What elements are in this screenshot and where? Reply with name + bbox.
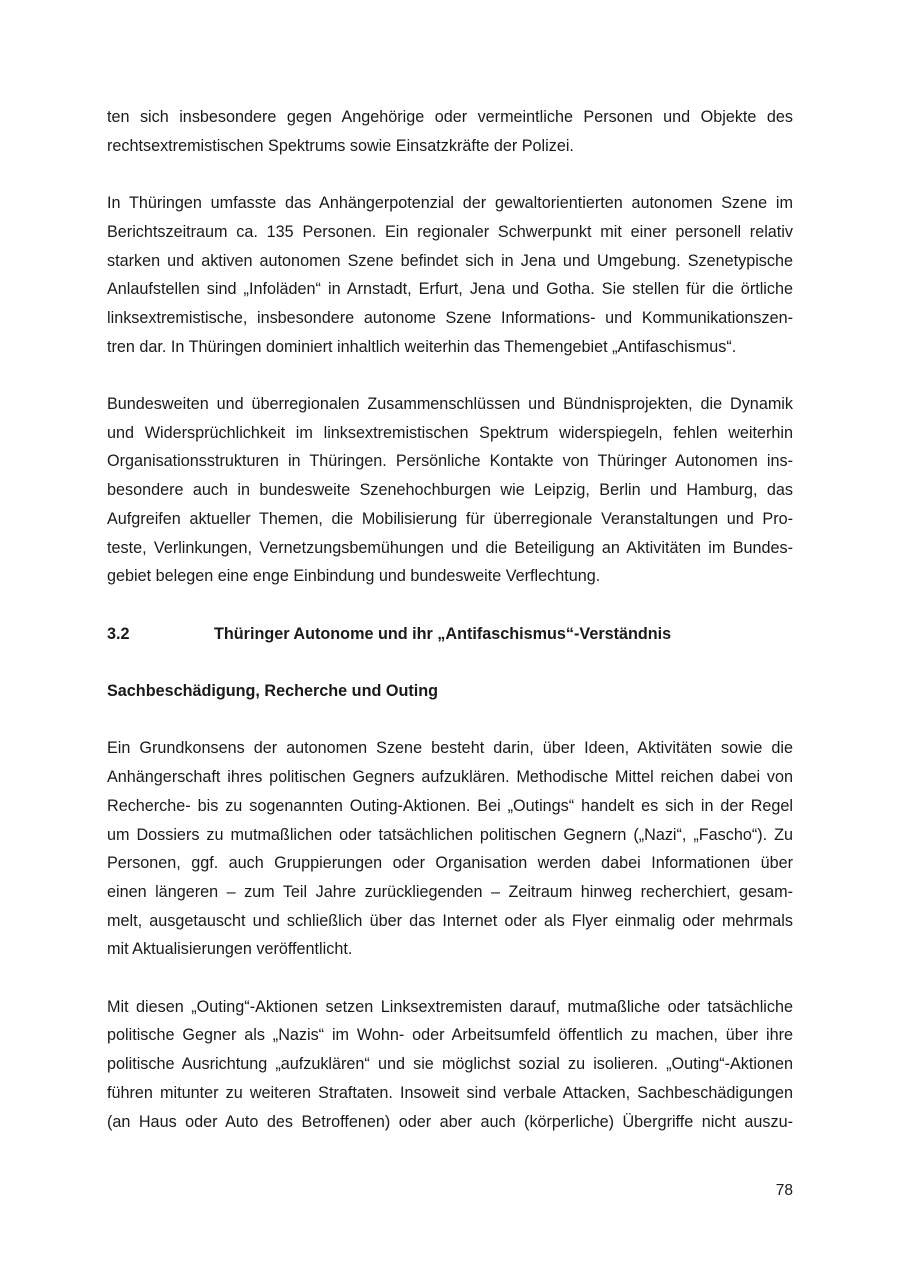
paragraph-networks (107, 390, 793, 591)
text-line: Organisationsstrukturen in Thüringen. Persönliche Kontakte von Thüringer Autonomen ins- (107, 452, 793, 471)
text-line: Bundesweiten und überregionalen Zusammenschlüssen und Bündnisprojekten, die Dynamik (107, 395, 793, 413)
text-line: mit Aktualisierungen veröffentlicht. (107, 940, 353, 959)
text-line: melt, ausgetauscht und schließlich über das Internet oder als Flyer einmalig oder mehrmals (107, 911, 793, 930)
text-line: politische Ausrichtung „aufzuklären“ und sie möglichst sozial zu isolieren. „Outing“-Aktionen (107, 1055, 793, 1074)
text-line: Mit diesen „Outing“-Aktionen setzen Linksextremisten darauf, mutmaßliche oder tatsächliche (107, 997, 793, 1016)
text-line: linksextremistische, insbesondere autonome Szene Informations- und Kommunikationszen- (107, 308, 793, 327)
text-line: teste, Verlinkungen, Vernetzungsbemühungen und die Beteiligung an Aktivitäten im Bundes- (107, 538, 793, 557)
text-line: gebiet belegen eine enge Einbindung und bundesweite Verflechtung. (107, 567, 601, 586)
page-number: 78 (775, 1182, 793, 1199)
page-content (107, 103, 793, 1165)
sub-heading: Sachbeschädigung, Recherche und Outing (107, 682, 438, 700)
text-line: Anlaufstellen sind „Infoläden“ in Arnstadt, Erfurt, Jena und Gotha. Sie stellen für die örtliche (107, 280, 793, 299)
text-line: um Dossiers zu mutmaßlichen oder tatsächlichen politischen Gegnern („Nazi“, „Fascho“). Zu (107, 825, 793, 844)
text-line: (an Haus oder Auto des Betroffenen) oder aber auch (körperliche) Übergriffe nicht auszu- (107, 1112, 793, 1131)
text-line: einen längeren – zum Teil Jahre zurückliegenden – Zeitraum hinweg recherchiert, gesam- (107, 882, 793, 901)
paragraph-autonomous-scene (107, 189, 793, 361)
text-line: Ein Grundkonsens der autonomen Szene besteht darin, über Ideen, Aktivitäten sowie die (107, 739, 793, 758)
text-line: In Thüringen umfasste das Anhängerpotenzial der gewaltorientierten autonomen Szene im (107, 194, 793, 213)
paragraph-outing-actions (107, 993, 793, 1137)
text-line: Berichtszeitraum ca. 135 Personen. Ein regionaler Schwerpunkt mit einer personell relativ (107, 222, 793, 241)
text-line: Anhängerschaft ihres politischen Gegners aufzuklären. Methodische Mittel reichen dabei von (107, 768, 793, 787)
text-line: Aufgreifen aktueller Themen, die Mobilisierung für überregionale Veranstaltungen und Pro- (107, 509, 793, 528)
section-title: Thüringer Autonome und ihr „Antifaschismus“-Verständnis (214, 624, 672, 643)
text-line: rechtsextremistischen Spektrums sowie Einsatzkräfte der Polizei. (107, 136, 574, 155)
paragraph-continuation (107, 103, 793, 160)
text-line: führen mitunter zu weiteren Straftaten. Insoweit sind verbale Attacken, Sachbeschädigungen (107, 1083, 793, 1102)
text-line: tren dar. In Thüringen dominiert inhaltlich weiterhin das Themengebiet „Antifaschismus“. (107, 337, 737, 356)
paragraph-outing-definition (107, 734, 793, 964)
section-number: 3.2 (107, 624, 130, 643)
section-heading (107, 620, 793, 649)
text-line: politische Gegner als „Nazis“ im Wohn- oder Arbeitsumfeld öffentlich zu machen, über ihre (107, 1026, 793, 1045)
text-line: ten sich insbesondere gegen Angehörige oder vermeintliche Personen und Objekte des (107, 108, 793, 126)
text-line: und Widersprüchlichkeit im linksextremistischen Spektrum widerspiegeln, fehlen weiterhin (107, 423, 793, 442)
text-line: besondere auch in bundesweite Szenehochburgen wie Leipzig, Berlin und Hamburg, das (107, 481, 793, 500)
text-line: starken und aktiven autonomen Szene befindet sich in Jena und Umgebung. Szenetypische (107, 251, 793, 270)
text-line: Recherche- bis zu sogenannten Outing-Aktionen. Bei „Outings“ handelt es sich in der Regel (107, 796, 793, 815)
text-line: Personen, ggf. auch Gruppierungen oder Organisation werden dabei Informationen über (107, 854, 793, 873)
